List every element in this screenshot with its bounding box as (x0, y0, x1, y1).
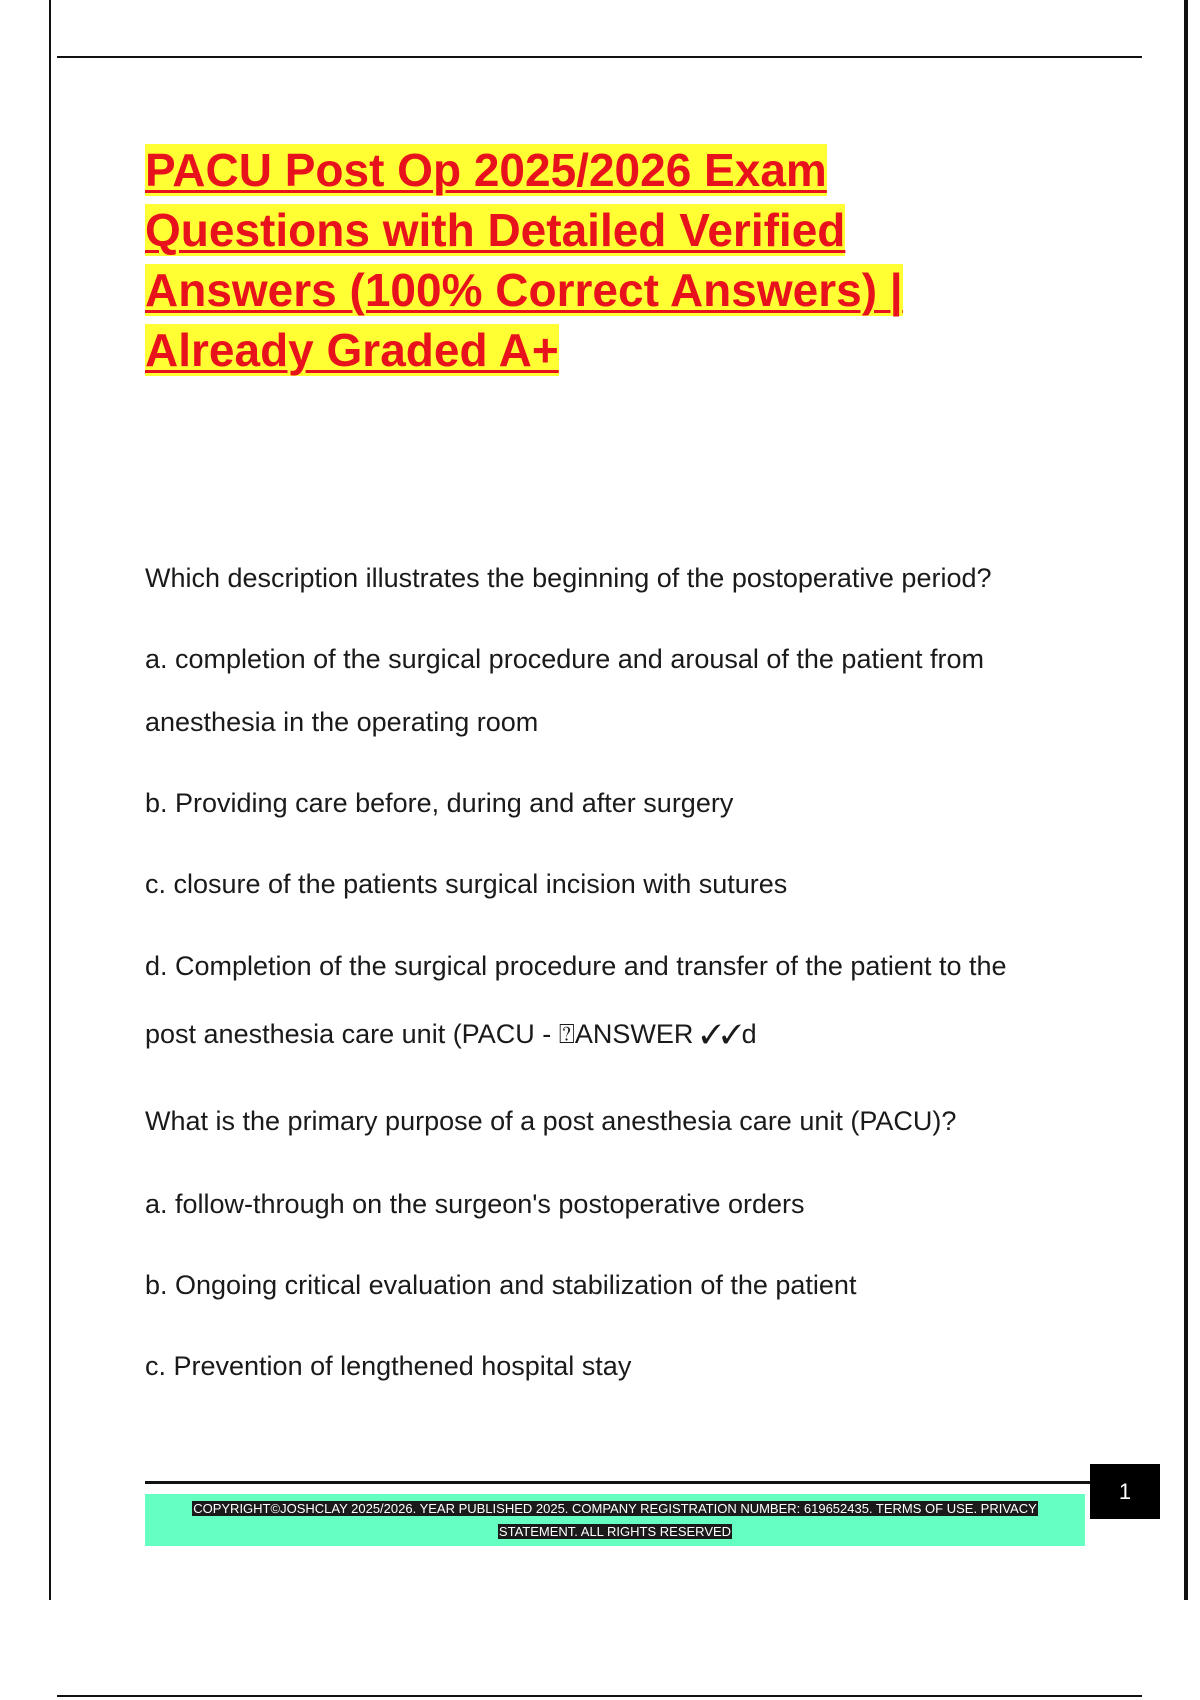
question-2-option-c: c. Prevention of lengthened hospital stay (145, 1351, 632, 1381)
page-border-right (1184, 0, 1188, 1600)
next-page-rule (57, 1695, 1142, 1697)
question-2-text: What is the primary purpose of a post anesthesia care unit (PACU)? (145, 1106, 957, 1136)
question-2-option-a: a. follow-through on the surgeon's postoperative orders (145, 1189, 805, 1219)
question-1-option-c: c. closure of the patients surgical incision with sutures (145, 869, 788, 899)
question-2-option-b: b. Ongoing critical evaluation and stabilization of the patient (145, 1270, 857, 1300)
question-1-option-d-line-1: d. Completion of the surgical procedure and transfer of the patient to the (145, 951, 1007, 981)
document-title-text: PACU Post Op 2025/2026 Exam Questions with Detailed Verified Answers (100% Correct Answers) | Already Graded A+ (145, 144, 903, 376)
question-1-option-a-line-1: a. completion of the surgical procedure and arousal of the patient from (145, 644, 984, 674)
page-border-left (49, 0, 51, 1600)
footer-rule (145, 1481, 1090, 1484)
question-1-text: Which description illustrates the beginning of the postoperative period? (145, 563, 992, 593)
copyright-line-1: COPYRIGHT©JOSHCLAY 2025/2026. YEAR PUBLISHED 2025. COMPANY REGISTRATION NUMBER: 619652435. TERMS OF USE. PRIVACY (193, 1501, 1037, 1516)
copyright-line-2: STATEMENT. ALL RIGHTS RESERVED (498, 1524, 732, 1539)
document-title (145, 140, 1045, 380)
copyright-footer (145, 1494, 1085, 1546)
header-rule (57, 56, 1142, 58)
question-1-option-b: b. Providing care before, during and after surgery (145, 788, 734, 818)
page-number: 1 (1090, 1464, 1160, 1519)
question-1-option-d-line-2-answer: post anesthesia care unit (PACU - ⍰ANSWER ✓✓d (145, 1019, 757, 1049)
question-1-option-a-line-2: anesthesia in the operating room (145, 707, 539, 737)
